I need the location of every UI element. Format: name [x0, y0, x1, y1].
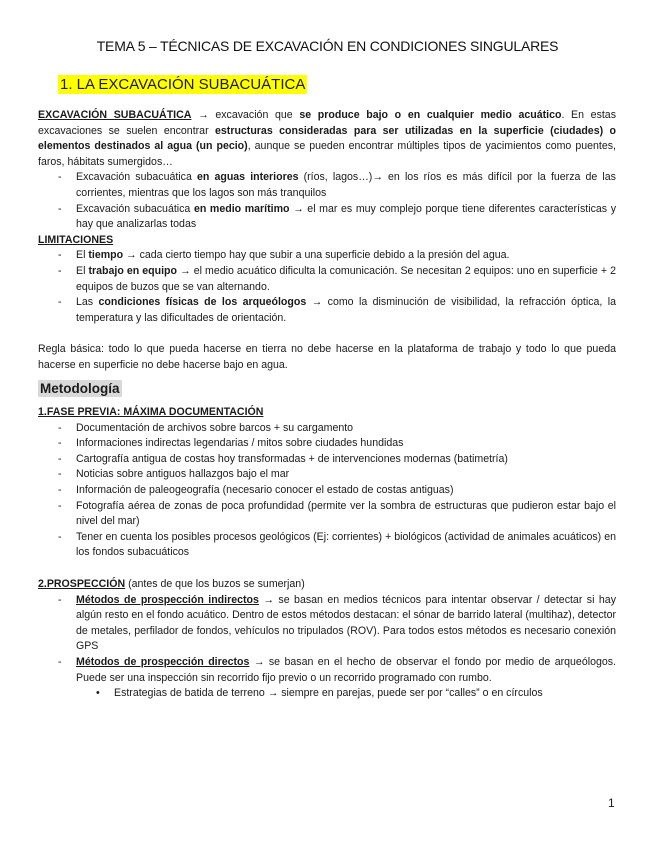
list-item: [38, 593, 616, 655]
intro-bold: estructuras consideradas para ser utilizadas en la superficie (ciudades) o elementos destinados al agua (un pecio): [38, 124, 616, 153]
item-bold: condiciones físicas de los arqueólogos: [98, 296, 307, 309]
list-item: [38, 202, 616, 233]
item-bold: en medio marítimo: [193, 202, 290, 215]
item-text: (ríos, lagos…)→ en los ríos es más difícil por la fuerza de las corrientes, mientras que los lagos son más tranquilos: [76, 171, 616, 199]
item-bold: Métodos de prospección indirectos: [76, 593, 259, 606]
sub-list-item: • Estrategias de batida de terreno → siempre en parejas, puede ser por “calles” o en círculos: [76, 686, 616, 702]
item-text: → como la disminución de visibilidad, la refracción óptica, la temperatura y las dificultades de orientación.: [76, 296, 616, 324]
item-text: → el mar es muy complejo porque tiene diferentes características y hay que analizarlas todas: [76, 202, 616, 231]
list-item: [38, 170, 616, 201]
intro-paragraph: [38, 108, 616, 170]
sub-list: [76, 686, 616, 702]
item-bold: en aguas interiores: [196, 171, 299, 184]
list-item: [38, 295, 616, 326]
list-item: - Informaciones indirectas legendarias / mitos sobre ciudades hundidas: [38, 436, 616, 452]
list-item: - Cartografía antigua de costas hoy transformadas + de intervenciones modernas (batimetría): [38, 452, 616, 468]
item-text: → el medio acuático dificulta la comunicación. Se necesitan 2 equipos: uno en superficie + 2 equipos de buzos que se van alternando.: [76, 264, 616, 293]
prosp-note: (antes de que los buzos se sumerjan): [125, 578, 305, 591]
fase-heading: [38, 405, 616, 421]
list-item: [38, 248, 616, 264]
item-text: El: [76, 249, 89, 262]
fase-heading-text: 1.FASE PREVIA: MÁXIMA DOCUMENTACIÓN: [38, 406, 264, 419]
list-item: - Fotografía aérea de zonas de poca profundidad (permite ver la sombra de estructuras que pudieron estar bajo el nivel del mar): [38, 499, 616, 530]
intro-text: . En estas excavaciones se suelen encontrar: [38, 109, 616, 137]
item-text: El: [76, 264, 89, 277]
metodologia-heading: Metodología: [40, 380, 120, 396]
list-item: - Tener en cuenta los posibles procesos geológicos (Ej: corrientes) + biológicos (actividad de animales acuáticos) en los fondos subacuáticos: [38, 530, 616, 561]
intro-term: EXCAVACIÓN SUBACUÁTICA: [38, 109, 192, 121]
section-heading-1: [58, 76, 307, 93]
item-bold: trabajo en equipo: [88, 264, 177, 277]
list-item: - Documentación de archivos sobre barcos + su cargamento: [38, 421, 616, 437]
document-body: [38, 108, 616, 702]
intro-bold: se produce bajo o en cualquier medio acuático: [299, 109, 562, 121]
list-item: [38, 655, 616, 702]
prosp-list: [38, 593, 616, 702]
prosp-heading-text: 2.PROSPECCIÓN: [38, 578, 126, 591]
item-text: Excavación subacuática: [76, 202, 194, 215]
spacer: [38, 561, 616, 577]
limitaciones-list: [38, 248, 616, 326]
item-text: Las: [76, 296, 99, 309]
item-bold: tiempo: [88, 249, 124, 262]
item-text: → se basan en el hecho de observar el fondo por medio de arqueólogos. Puede ser una inspección sin recorrido fijo previo o un recorrido programado con rumbo.: [76, 656, 616, 684]
item-bold: Métodos de prospección directos: [76, 656, 250, 668]
section-heading-1-text: 1. LA EXCAVACIÓN SUBACUÁTICA: [60, 76, 306, 93]
spacer: [38, 326, 616, 342]
item-text: → se basan en medios técnicos para intentar observar / detectar si hay algún resto en el fondo acuático. Dentro de estos métodos destacan: el sónar de barrido lateral (multihaz), detector de metales, perfilador de fondos, vehículos no tripulados (ROV). Para todos estos métodos es necesario conexión GPS: [76, 593, 617, 653]
intro-text: → excavación que: [191, 109, 300, 121]
limitaciones-heading-text: LIMITACIONES: [38, 233, 114, 246]
item-text: → cada cierto tiempo hay que subir a una superficie debido a la presión del agua.: [123, 249, 510, 262]
prosp-heading: [38, 577, 616, 593]
page-title: TEMA 5 – TÉCNICAS DE EXCAVACIÓN EN CONDICIONES SINGULARES: [96, 38, 559, 54]
page-number: 1: [608, 796, 615, 810]
item-text: Excavación subacuática: [76, 171, 197, 184]
list-item: - Noticias sobre antiguos hallazgos bajo el mar: [38, 467, 616, 483]
list-item: [38, 264, 616, 295]
regla-paragraph: Regla básica: todo lo que pueda hacerse en tierra no debe hacerse en la plataforma de trabajo y todo lo que pueda hacerse en superficie no debe hacerse bajo en agua.: [38, 343, 616, 371]
intro-text: , aunque se pueden encontrar múltiples tipos de yacimientos como puentes, faros, hábitats sumergidos…: [38, 140, 616, 168]
types-list: [38, 170, 616, 232]
list-item: - Información de paleogeografía (necesario conocer el estado de costas antiguas): [38, 483, 616, 499]
fase-list: [38, 421, 616, 561]
limitaciones-heading: [38, 233, 616, 249]
